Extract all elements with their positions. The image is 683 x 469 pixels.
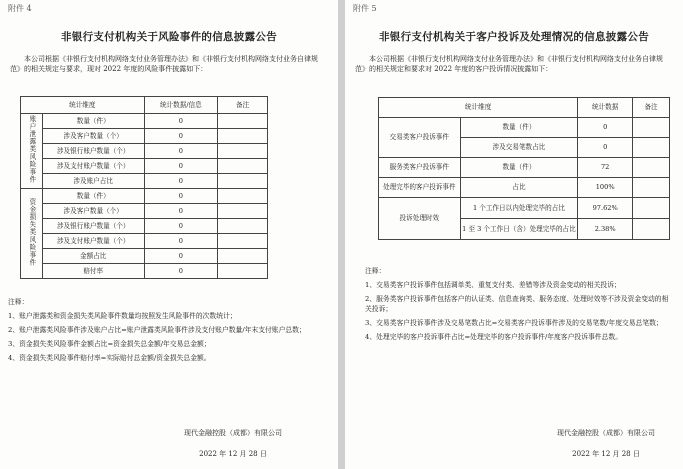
signature-block xyxy=(531,429,681,469)
row-item: 涉及客户数量（个） xyxy=(42,204,144,219)
header-dimension: 统计维度 xyxy=(379,98,578,118)
row-item: 1 至 3 个工作日（含）处理完毕的占比 xyxy=(460,219,578,240)
company-name: 现代金融控股（成都）有限公司 xyxy=(557,429,655,437)
group-label-transaction-complaints: 交易类客户投诉事件 xyxy=(379,118,461,158)
note-item: 4、资金损失类风险事件赔付率=实际赔付总金额/资金损失总金额。 xyxy=(8,354,211,363)
notes-heading: 注释： xyxy=(365,267,386,275)
row-value: 100% xyxy=(578,178,633,198)
attachment-label: 附件 4 xyxy=(8,4,32,13)
notes-section xyxy=(365,267,671,346)
page-title: 非银行支付机构关于客户投诉及处理情况的信息披露公告 xyxy=(379,31,649,43)
row-remark xyxy=(218,129,268,144)
row-remark xyxy=(633,138,670,158)
row-remark xyxy=(218,234,268,249)
row-value: 0 xyxy=(144,264,218,279)
header-remark: 备注 xyxy=(633,98,670,118)
row-remark xyxy=(633,198,670,219)
row-remark xyxy=(633,158,670,178)
row-remark xyxy=(633,219,670,240)
header-data: 统计数据/信息 xyxy=(144,97,218,114)
row-value: 0 xyxy=(144,159,218,174)
row-remark xyxy=(633,118,670,138)
row-item: 1 个工作日以内处理完毕的占比 xyxy=(460,198,578,219)
row-remark xyxy=(218,204,268,219)
row-item: 数量（件） xyxy=(460,118,578,138)
row-item: 金额占比 xyxy=(42,249,144,264)
notes-heading: 注释： xyxy=(8,298,29,306)
row-item: 赔付率 xyxy=(42,264,144,279)
group-label-account-leak: 账户泄露类风险事件 xyxy=(21,114,43,189)
row-value: 0 xyxy=(144,219,218,234)
note-item: 3、交易类客户投诉事件涉及交易笔数占比=交易类客户投诉事件涉及的交易笔数/年度交易总笔数； xyxy=(365,318,663,327)
note-item: 1、交易类客户投诉事件包括调单类、重复支付类、差错等涉及资金变动的相关投诉； xyxy=(365,281,621,290)
complaints-table xyxy=(378,97,670,240)
row-remark xyxy=(218,144,268,159)
row-item: 数量（件） xyxy=(42,189,144,204)
row-item: 数量（件） xyxy=(460,158,578,178)
group-label-service-complaints: 服务类客户投诉事件 xyxy=(379,158,461,178)
intro-paragraph: 本公司根据《非银行支付机构网络支付业务管理办法》和《非银行支付机构网络支付业务自律规范》的相关规定与要求，现对 2022 年度的风险事件披露如下： xyxy=(10,55,318,73)
row-remark xyxy=(218,219,268,234)
row-value: 0 xyxy=(144,129,218,144)
attachment-label: 附件 5 xyxy=(353,4,377,13)
row-remark xyxy=(218,159,268,174)
header-dimension: 统计维度 xyxy=(21,97,145,114)
row-item: 涉及账户占比 xyxy=(42,174,144,189)
row-value: 0 xyxy=(144,174,218,189)
signature-block xyxy=(158,429,308,469)
row-value: 0 xyxy=(144,204,218,219)
note-item: 2、服务类客户投诉事件包括客户的认证类、信息查询类、服务态度、处理时效等不涉及资金变动的相关投诉； xyxy=(365,295,669,313)
row-remark xyxy=(218,114,268,129)
row-value: 0 xyxy=(144,189,218,204)
group-label-fund-loss: 资金损失类风险事件 xyxy=(21,189,43,279)
notes-section xyxy=(8,298,324,368)
group-label-handling-time: 投诉处理时效 xyxy=(379,198,461,240)
note-item: 1、账户泄露类和资金损失类风险事件数量均按照发生风险事件的次数统计； xyxy=(8,312,237,321)
row-item: 涉及交易笔数占比 xyxy=(460,138,578,158)
row-value: 0 xyxy=(144,249,218,264)
note-item: 2、账户泄露类风险事件涉及账户占比=账户泄露类风险事件涉及支付账户数量/年末支付账户总数； xyxy=(8,326,306,335)
row-item: 数量（件） xyxy=(42,114,144,129)
row-value: 2.38% xyxy=(578,219,633,240)
document-page-attachment-5 xyxy=(345,0,683,469)
issue-date: 2022 年 12 月 28 日 xyxy=(199,450,267,458)
company-name: 现代金融控股（成都）有限公司 xyxy=(184,429,282,437)
row-remark xyxy=(633,178,670,198)
row-value: 0 xyxy=(144,114,218,129)
row-value: 0 xyxy=(144,144,218,159)
issue-date: 2022 年 12 月 28 日 xyxy=(572,450,640,458)
header-data: 统计数据 xyxy=(578,98,633,118)
row-item: 涉及银行账户数量（个） xyxy=(42,144,144,159)
risk-events-table xyxy=(20,96,268,279)
note-item: 3、资金损失类风险事件金额占比=资金损失总金额/年交易总金额； xyxy=(8,340,211,349)
row-item: 涉及客户数量（个） xyxy=(42,129,144,144)
page-title: 非银行支付机构关于风险事件的信息披露公告 xyxy=(61,31,277,43)
row-remark xyxy=(218,264,268,279)
row-value: 0 xyxy=(578,138,633,158)
row-remark xyxy=(218,174,268,189)
row-value: 0 xyxy=(578,118,633,138)
row-item: 涉及银行账户数量（个） xyxy=(42,219,144,234)
group-label-resolved-complaints: 处理完毕的客户投诉事件 xyxy=(379,178,461,198)
row-item: 涉及支付账户数量（个） xyxy=(42,234,144,249)
row-remark xyxy=(218,249,268,264)
header-remark: 备注 xyxy=(218,97,268,114)
intro-paragraph: 本公司根据《非银行支付机构网络支付业务管理办法》和《非银行支付机构网络支付业务自律规范》的相关规定和要求对 2022 年度的客户投诉情况披露如下： xyxy=(355,55,663,73)
row-value: 72 xyxy=(578,158,633,178)
row-remark xyxy=(218,189,268,204)
note-item: 4、处理完毕的客户投诉事件占比=处理完毕的客户投诉事件/年度客户投诉事件总数。 xyxy=(365,332,622,341)
row-value: 0 xyxy=(144,234,218,249)
row-item: 占比 xyxy=(460,178,578,198)
row-value: 97.62% xyxy=(578,198,633,219)
document-page-attachment-4 xyxy=(0,0,338,469)
row-item: 涉及支付账户数量（个） xyxy=(42,159,144,174)
